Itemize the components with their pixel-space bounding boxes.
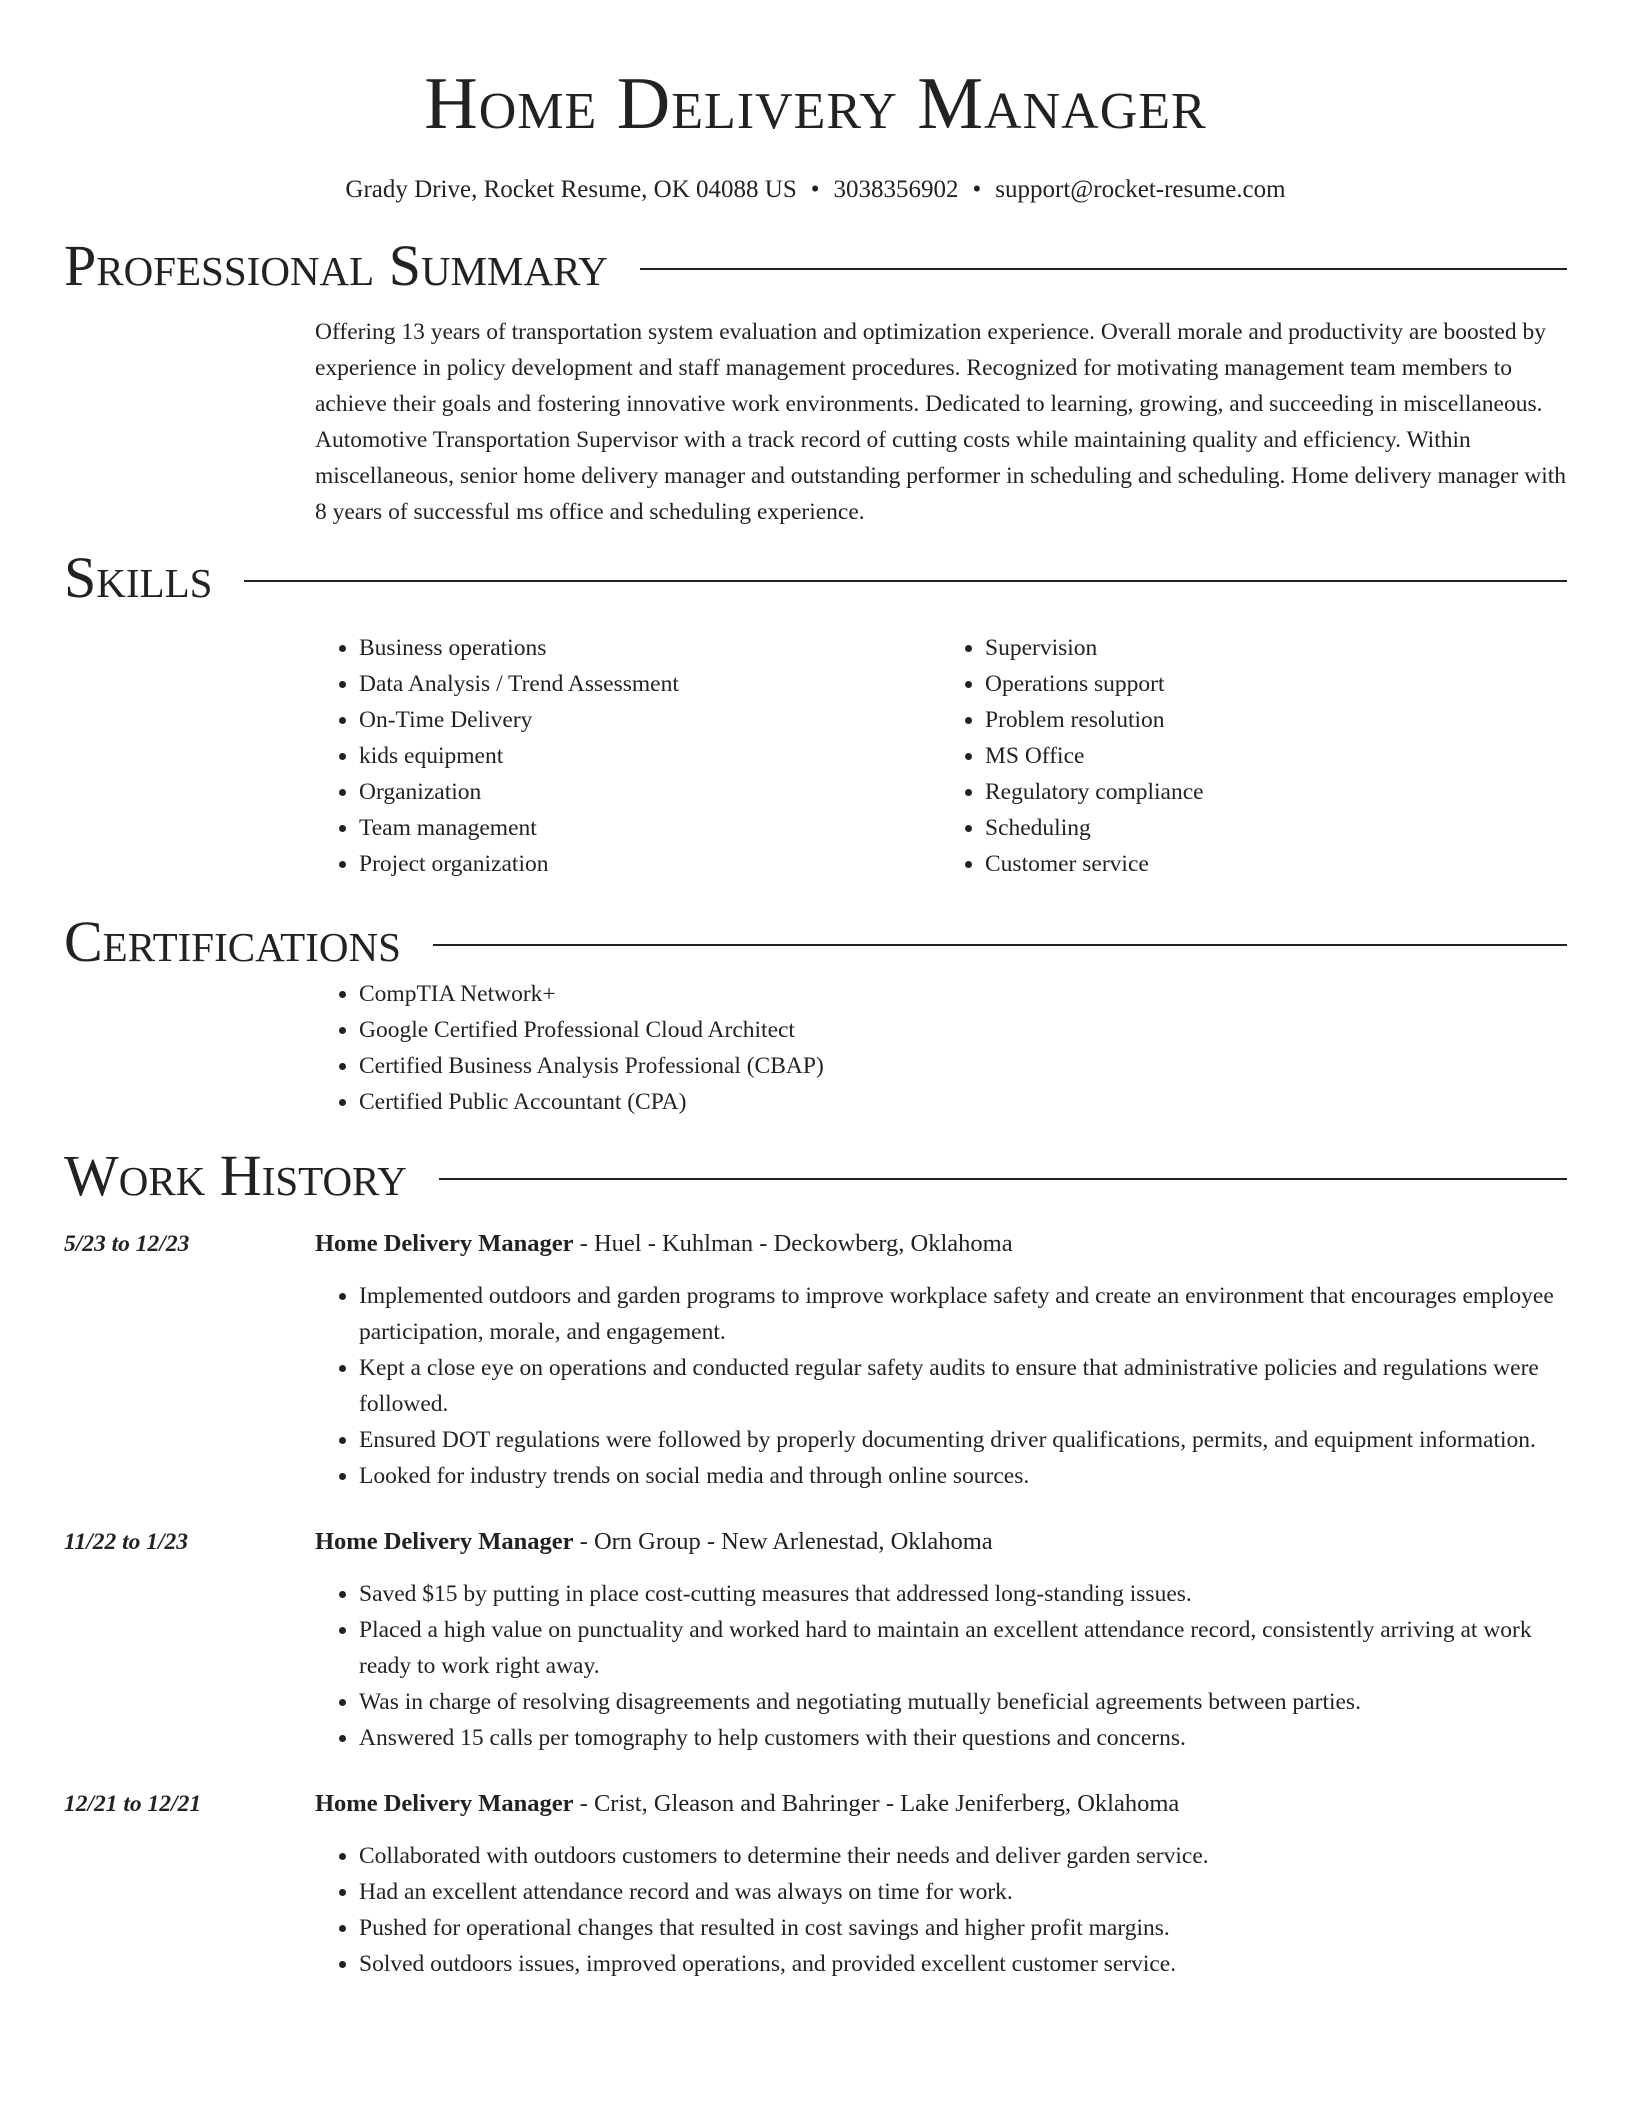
skill-item: • Team management (359, 810, 941, 846)
certifications-section-heading (64, 908, 1567, 976)
certification-item: • Certified Public Accountant (CPA) (359, 1084, 1567, 1120)
contact-phone[interactable]: 3038356902 (833, 176, 959, 203)
job-title: Home Delivery Manager (315, 1230, 574, 1257)
skills-list-left (315, 630, 941, 882)
certifications-section (315, 976, 1567, 1120)
contact-line (64, 174, 1567, 206)
summary-heading: Professional Summary (64, 233, 608, 298)
work-section-heading (64, 1142, 1567, 1210)
job-header (315, 1524, 1567, 1560)
job-bullet: • Was in charge of resolving disagreements and negotiating mutually beneficial agreements between parties. (359, 1684, 1567, 1720)
job-bullet: • Implemented outdoors and garden programs to improve workplace safety and create an environment that encourages employee participation, morale, and engagement. (359, 1278, 1567, 1350)
summary-text: Offering 13 years of transportation system evaluation and optimization experience. Overall morale and productivity are boosted by experience in policy development and staff management procedures. Recognized for motivating management team members to achieve their goals and fostering innovative work environments. Dedicated to learning, growing, and succeeding in miscellaneous. Automotive Transportation Supervisor with a track record of cutting costs while maintaining quality and efficiency. Within miscellaneous, senior home delivery manager and outstanding performer in scheduling and scheduling. Home delivery manager with 8 years of successful ms office and scheduling experience. (315, 319, 1567, 525)
resume-page (64, 0, 1567, 1982)
job-header (315, 1226, 1567, 1262)
certifications-list (315, 976, 1567, 1120)
section-divider (433, 944, 1567, 946)
certification-item: • Certified Business Analysis Professional (CBAP) (359, 1048, 1567, 1084)
work-heading: Work History (64, 1143, 407, 1208)
skills-grid (315, 630, 1567, 882)
skill-item: • Project organization (359, 846, 941, 882)
skill-item: • On-Time Delivery (359, 702, 941, 738)
job-bullet: • Ensured DOT regulations were followed by properly documenting driver qualifications, permits, and equipment information. (359, 1422, 1567, 1458)
skills-heading: Skills (64, 545, 213, 610)
job-company: - Huel - Kuhlman - Deckowberg, Oklahoma (573, 1230, 1013, 1257)
skill-item: • MS Office (985, 738, 1567, 774)
job-bullet: • Collaborated with outdoors customers to determine their needs and deliver garden service. (359, 1838, 1567, 1874)
skill-item: • Scheduling (985, 810, 1567, 846)
job-bullet: • Looked for industry trends on social media and through online sources. (359, 1458, 1567, 1494)
job-bullet: • Had an excellent attendance record and was always on time for work. (359, 1874, 1567, 1910)
job-bullet: • Saved $15 by putting in place cost-cutting measures that addressed long-standing issues. (359, 1576, 1567, 1612)
job-bullet: • Kept a close eye on operations and conducted regular safety audits to ensure that administrative policies and regulations were followed. (359, 1350, 1567, 1422)
skill-item: • Data Analysis / Trend Assessment (359, 666, 941, 702)
job-bullet: • Answered 15 calls per tomography to help customers with their questions and concerns. (359, 1720, 1567, 1756)
skill-item: • kids equipment (359, 738, 941, 774)
skills-section-heading (64, 544, 1567, 612)
section-divider (244, 580, 1567, 582)
skills-section (315, 630, 1567, 882)
job-details (315, 1524, 1567, 1756)
job-details (315, 1226, 1567, 1494)
section-divider (640, 268, 1567, 270)
skill-item: • Business operations (359, 630, 941, 666)
job-title: Home Delivery Manager (315, 1528, 574, 1555)
job-company: - Orn Group - New Arlenestad, Oklahoma (573, 1528, 993, 1555)
job-entry (64, 1786, 1567, 1982)
job-entry (64, 1524, 1567, 1756)
certifications-heading: Certifications (64, 909, 401, 974)
contact-email[interactable]: support@rocket-resume.com (995, 176, 1286, 203)
job-company: - Crist, Gleason and Bahringer - Lake Jeniferberg, Oklahoma (573, 1790, 1180, 1817)
job-dates: 12/21 to 12/21 (64, 1791, 202, 1817)
job-bullets (315, 1838, 1567, 1982)
job-bullets (315, 1278, 1567, 1494)
job-bullet: • Pushed for operational changes that resulted in cost savings and higher profit margins. (359, 1910, 1567, 1946)
summary-section-heading (64, 232, 1567, 300)
job-bullet: • Solved outdoors issues, improved operations, and provided excellent customer service. (359, 1946, 1567, 1982)
job-title: Home Delivery Manager (315, 1790, 574, 1817)
skill-item: • Organization (359, 774, 941, 810)
skill-item: • Customer service (985, 846, 1567, 882)
contact-separator: • (972, 176, 982, 203)
section-divider (439, 1178, 1567, 1180)
certification-item: • CompTIA Network+ (359, 976, 1567, 1012)
job-bullet: • Placed a high value on punctuality and worked hard to maintain an excellent attendance record, consistently arriving at work ready to work right away. (359, 1612, 1567, 1684)
job-entry (64, 1226, 1567, 1494)
contact-address: Grady Drive, Rocket Resume, OK 04088 US (345, 176, 797, 203)
job-dates: 5/23 to 12/23 (64, 1231, 190, 1257)
job-header (315, 1786, 1567, 1822)
contact-separator: • (810, 176, 820, 203)
job-bullets (315, 1576, 1567, 1756)
skill-item: • Regulatory compliance (985, 774, 1567, 810)
skill-item: • Operations support (985, 666, 1567, 702)
job-details (315, 1786, 1567, 1982)
summary-section (315, 314, 1567, 530)
skills-list-right (941, 630, 1567, 882)
resume-name: Home Delivery Manager (424, 63, 1207, 145)
skill-item: • Supervision (985, 630, 1567, 666)
certification-item: • Google Certified Professional Cloud Architect (359, 1012, 1567, 1048)
job-dates: 11/22 to 1/23 (64, 1529, 189, 1555)
skill-item: • Problem resolution (985, 702, 1567, 738)
